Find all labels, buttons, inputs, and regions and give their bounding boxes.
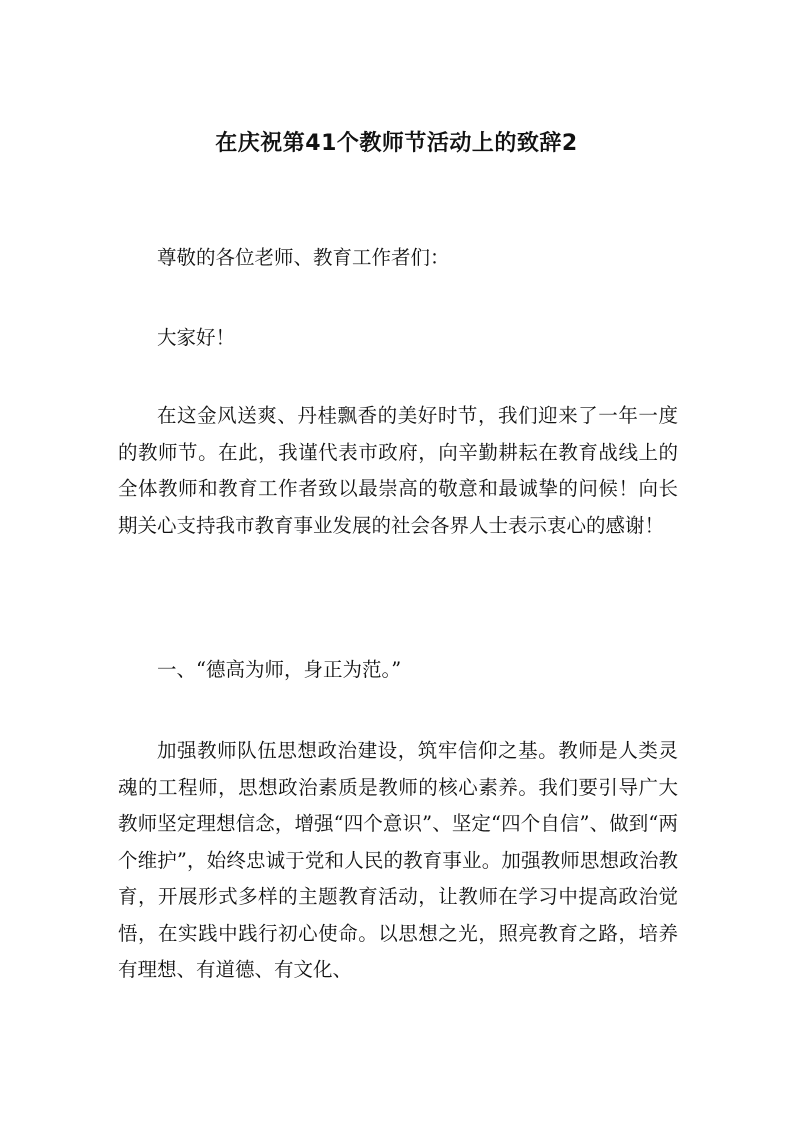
greeting-paragraph: 大家好！ — [157, 326, 236, 349]
section-body-paragraph: 加强教师队伍思想政治建设，筑牢信仰之基。教师是人类灵魂的工程师，思想政治素质是教师的核心素养。我们要引导广大教师坚定理想信念，增强“四个意识”、坚定“四个自信”、做到“两个维护”，始终忠诚于党和人民的教育事业。加强教师思想政治教育，开展形式多样的主题教育活动，让教师在学习中提高政治觉悟，在实践中践行初心使命。以思想之光，照亮教育之路，培养有理想、有道德、有文化、 — [118, 739, 678, 981]
section-heading-1: 一、“德高为师，身正为范。” — [157, 658, 402, 681]
opening-paragraph: 在这金风送爽、丹桂飘香的美好时节，我们迎来了一年一度的教师节。在此，我谨代表市政府，向辛勤耕耘在教育战线上的全体教师和教育工作者致以最崇高的敬意和最诚挚的问候！向长期关心支持我市教育事业发展的社会各界人士表示衷心的感谢！ — [118, 404, 678, 537]
document-title: 在庆祝第41个教师节活动上的致辞2 — [215, 131, 578, 156]
salutation-paragraph: 尊敬的各位老师、教育工作者们： — [157, 246, 450, 269]
